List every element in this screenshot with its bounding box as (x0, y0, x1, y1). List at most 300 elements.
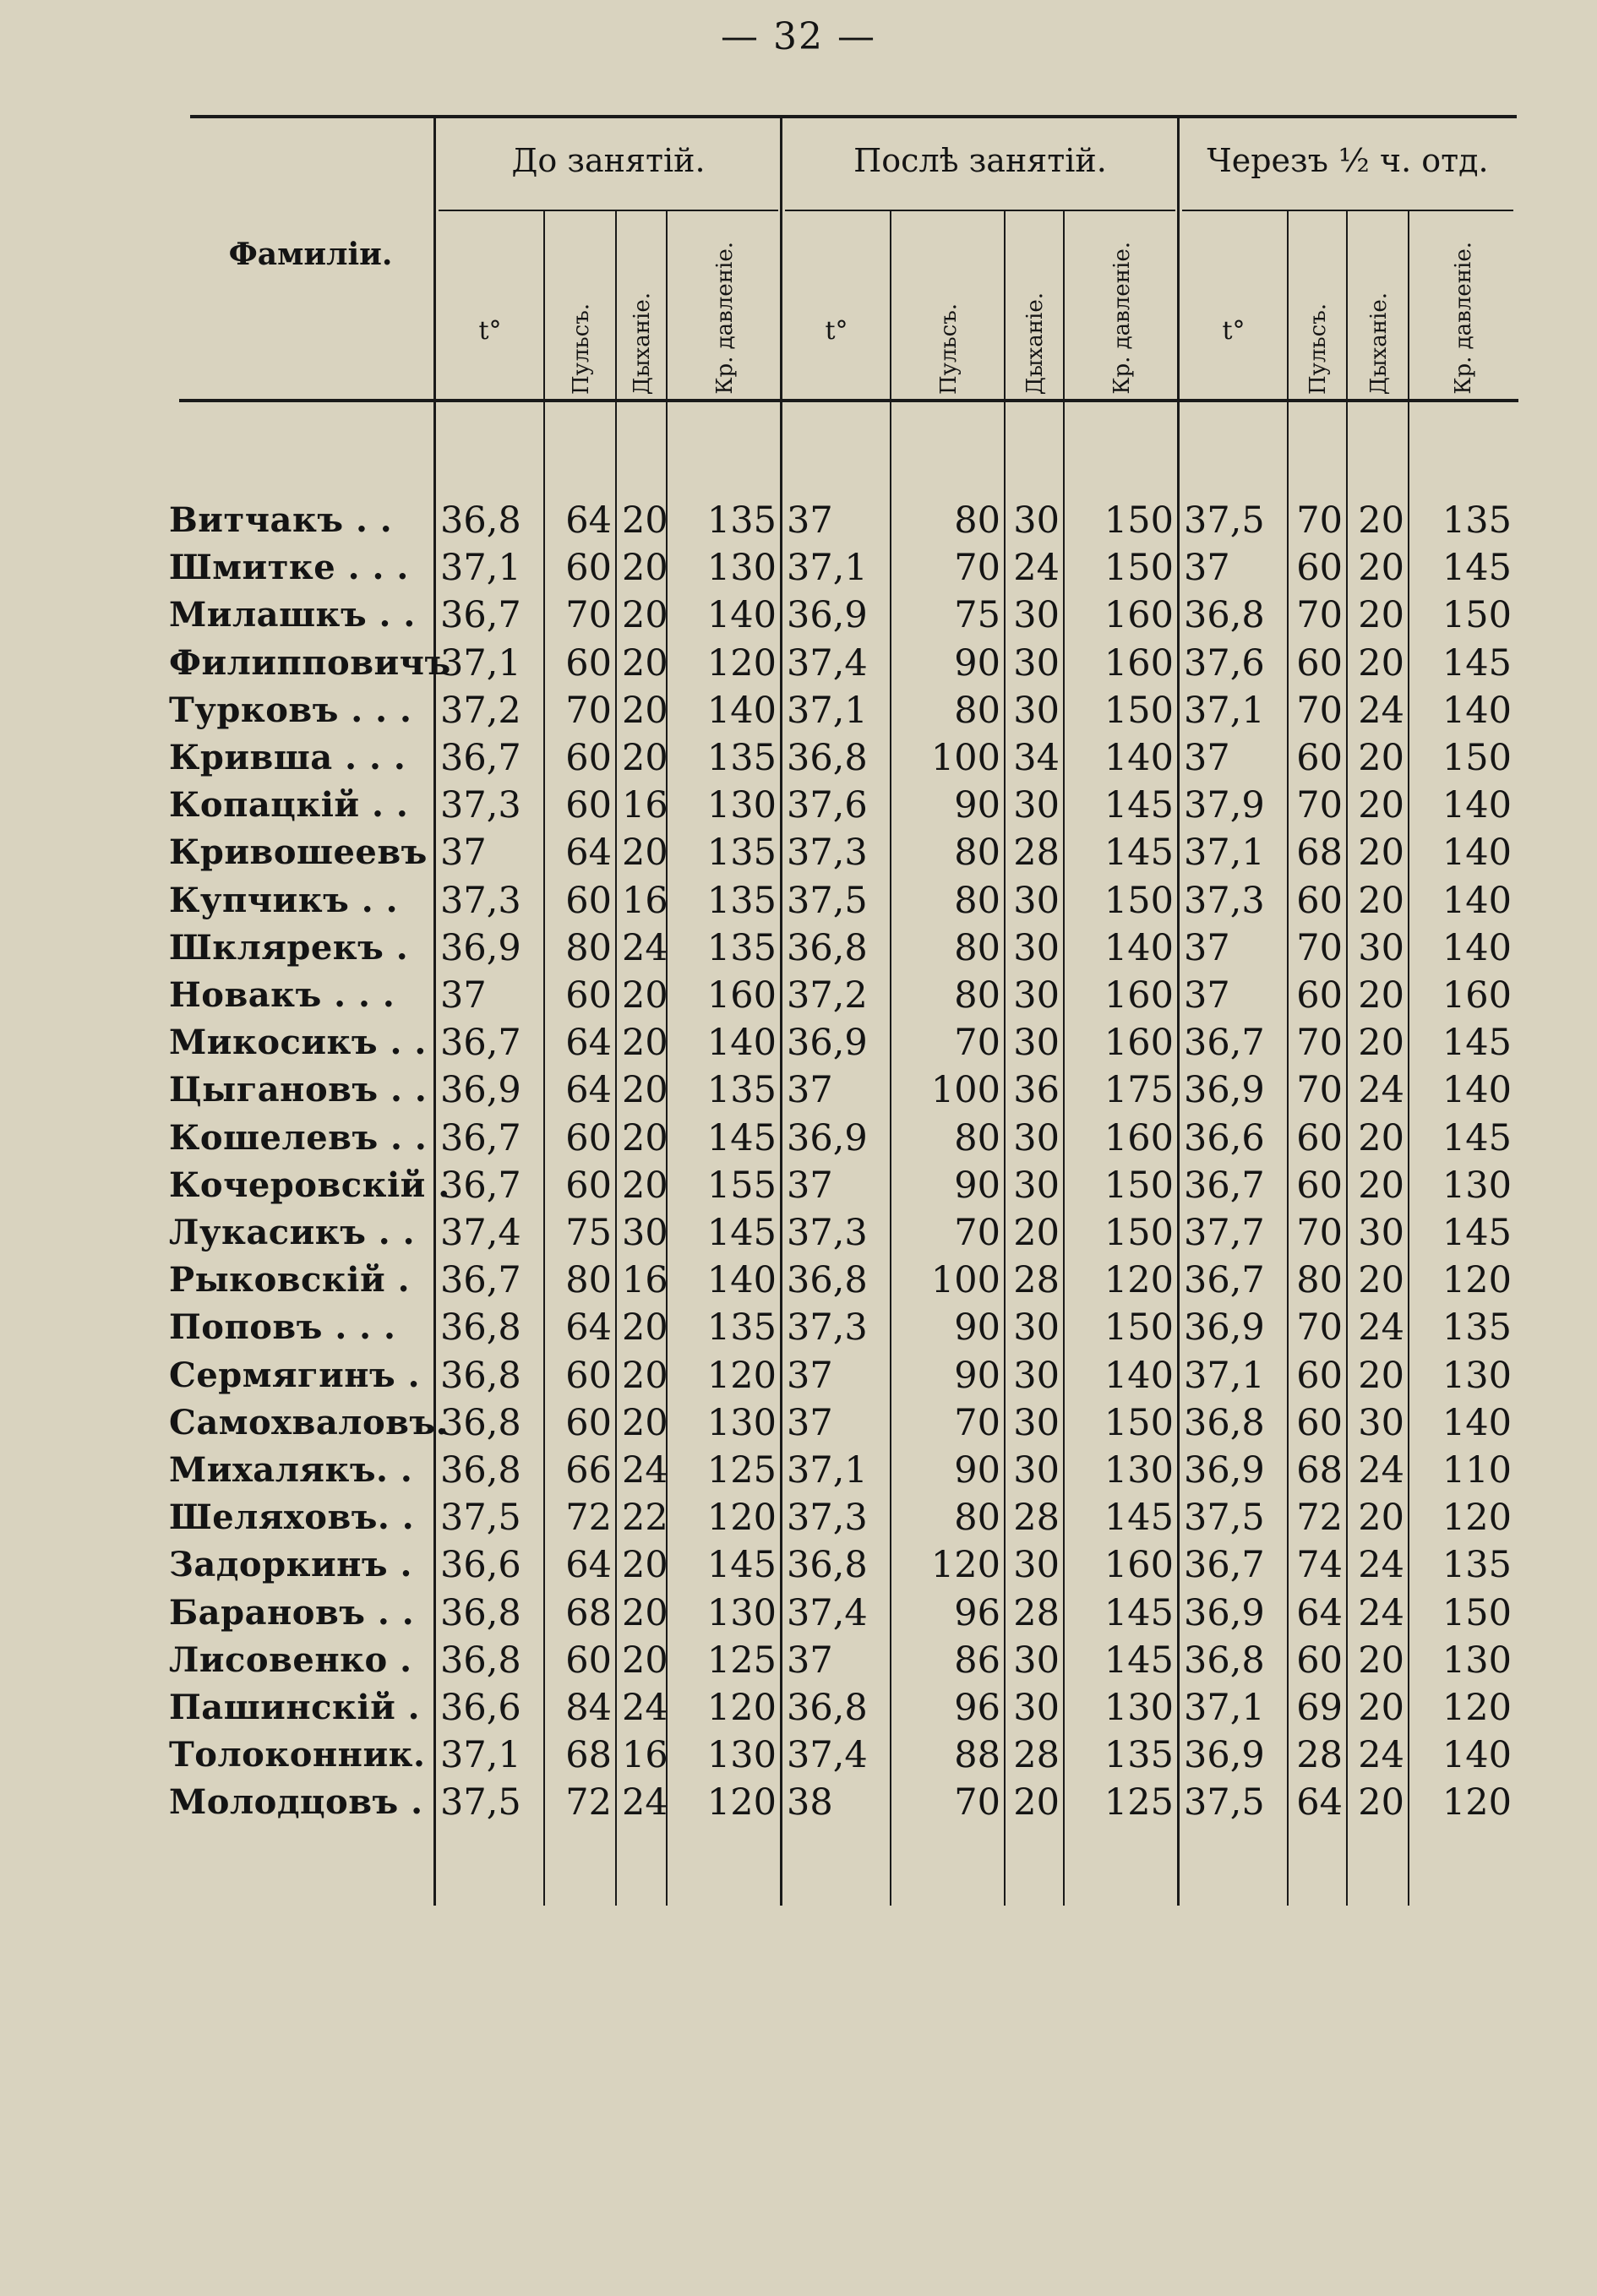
table-cell: 75 (565, 1212, 612, 1254)
table-cell: 140 (706, 1259, 777, 1301)
table-cell: 135 (706, 1306, 777, 1349)
table-cell: 20 (1358, 1259, 1404, 1301)
table-cell: 36,8 (440, 499, 521, 542)
table-cell: 135 (706, 832, 777, 874)
table-cell: 16 (622, 1734, 668, 1776)
table-cell: 140 (1442, 880, 1512, 922)
table-cell: 90 (954, 1164, 1000, 1207)
table-cell: 60 (1296, 1355, 1343, 1397)
table-cell: 20 (1358, 547, 1404, 589)
table-cell: 20 (622, 594, 668, 636)
group-header-2: Черезъ ½ ч. отд. (1207, 142, 1489, 179)
table-cell: 110 (1442, 1449, 1512, 1492)
table-cell: 60 (565, 1402, 612, 1444)
table-row (0, 1304, 1597, 1351)
table-cell: 72 (565, 1781, 612, 1824)
table-cell: 100 (930, 1069, 1000, 1111)
table-cell: 30 (1013, 1164, 1060, 1207)
table-cell: 20 (622, 547, 668, 589)
column-header-label: Пульсъ. (568, 303, 594, 395)
table-cell: 140 (1104, 1355, 1174, 1397)
table-cell: 37,3 (787, 1497, 868, 1539)
table-cell: 60 (565, 1164, 612, 1207)
table-cell: 20 (622, 499, 668, 542)
table-cell: 36,9 (440, 1069, 521, 1111)
table-cell: 140 (1442, 927, 1512, 969)
table-cell: 145 (1442, 1212, 1512, 1254)
table-cell: 37,1 (1184, 832, 1265, 874)
table-cell: 37,3 (1184, 880, 1265, 922)
table-cell: 36,9 (440, 927, 521, 969)
table-cell: 30 (1013, 1022, 1060, 1064)
table-row (0, 1399, 1597, 1447)
table-cell: 60 (1296, 974, 1343, 1017)
table-cell: 24 (1358, 1449, 1404, 1492)
table-cell: 24 (1358, 1592, 1404, 1634)
table-cell: 30 (1358, 1212, 1404, 1254)
table-cell: 20 (622, 1117, 668, 1159)
table-cell: 37,6 (1184, 642, 1265, 684)
table-cell: 145 (1104, 1497, 1174, 1539)
table-cell: 135 (706, 927, 777, 969)
table-cell: 60 (565, 1117, 612, 1159)
table-cell: 140 (1104, 737, 1174, 779)
table-cell: 20 (622, 1355, 668, 1397)
table-cell: 120 (706, 642, 777, 684)
table-cell: 28 (1013, 1259, 1060, 1301)
table-cell: 70 (1296, 690, 1343, 732)
row-name: Милашкъ . . (169, 595, 416, 635)
table-cell: 36,8 (787, 1259, 868, 1301)
column-header-label: t° (478, 316, 502, 346)
table-cell: 20 (1358, 1117, 1404, 1159)
table-row (0, 1115, 1597, 1162)
table-cell: 36,8 (440, 1402, 521, 1444)
table-cell: 70 (954, 1212, 1000, 1254)
table-cell: 130 (706, 1592, 777, 1634)
column-header-label: Пульсъ. (935, 303, 962, 395)
table-cell: 60 (565, 642, 612, 684)
column-header-4 (782, 213, 891, 395)
table-cell: 30 (1013, 499, 1060, 542)
table-cell: 36,7 (440, 1022, 521, 1064)
table-cell: 20 (622, 1069, 668, 1111)
table-cell: 20 (1358, 1687, 1404, 1729)
table-cell: 30 (1358, 1402, 1404, 1444)
table-cell: 175 (1104, 1069, 1174, 1111)
table-cell: 80 (954, 927, 1000, 969)
table-cell: 150 (1442, 594, 1512, 636)
table-cell: 60 (565, 1355, 612, 1397)
table-cell: 20 (1358, 1164, 1404, 1207)
table-cell: 145 (1104, 784, 1174, 826)
row-name: Турковъ . . . (169, 690, 412, 730)
table-cell: 36,9 (787, 1022, 868, 1064)
table-cell: 37,1 (440, 547, 521, 589)
table-cell: 80 (954, 690, 1000, 732)
table-cell: 36,9 (787, 594, 868, 636)
table-cell: 160 (1104, 642, 1174, 684)
row-name: Толоконник. (169, 1735, 426, 1775)
table-cell: 30 (1013, 1639, 1060, 1682)
table-cell: 160 (1442, 974, 1512, 1017)
table-cell: 72 (565, 1497, 612, 1539)
table-cell: 36,8 (440, 1306, 521, 1349)
table-row (0, 972, 1597, 1019)
table-cell: 36,9 (787, 1117, 868, 1159)
table-cell: 36,8 (1184, 1402, 1265, 1444)
table-cell: 70 (1296, 784, 1343, 826)
table-cell: 20 (1358, 832, 1404, 874)
table-cell: 24 (1358, 1069, 1404, 1111)
table-cell: 36,6 (440, 1544, 521, 1586)
column-header-3 (668, 213, 782, 395)
table-cell: 140 (1104, 927, 1174, 969)
column-header-10 (1348, 213, 1409, 395)
table-cell: 20 (1358, 499, 1404, 542)
table-cell: 30 (1013, 974, 1060, 1017)
table-cell: 38 (787, 1781, 833, 1824)
table-cell: 145 (706, 1117, 777, 1159)
column-header-6 (1006, 213, 1065, 395)
table-cell: 37,3 (440, 880, 521, 922)
table-cell: 16 (622, 784, 668, 826)
table-cell: 140 (1442, 784, 1512, 826)
table-cell: 80 (1296, 1259, 1343, 1301)
table-cell: 30 (1013, 690, 1060, 732)
header-bottom-rule (179, 399, 1518, 402)
table-cell: 36,7 (1184, 1259, 1265, 1301)
row-name: Сермягинъ . (169, 1355, 421, 1395)
table-cell: 37,2 (787, 974, 868, 1017)
table-row (0, 1352, 1597, 1399)
table-cell: 60 (1296, 1117, 1343, 1159)
table-cell: 24 (622, 1449, 668, 1492)
table-cell: 160 (706, 974, 777, 1017)
table-cell: 80 (954, 974, 1000, 1017)
table-cell: 37 (1184, 737, 1230, 779)
table-cell: 37,5 (1184, 499, 1265, 542)
table-cell: 75 (954, 594, 1000, 636)
table-cell: 36,8 (440, 1639, 521, 1682)
table-cell: 145 (1104, 1592, 1174, 1634)
table-cell: 20 (622, 1402, 668, 1444)
table-cell: 70 (1296, 499, 1343, 542)
table-cell: 70 (1296, 1069, 1343, 1111)
column-header-label: Кр. давленіе. (1109, 242, 1135, 395)
table-cell: 24 (622, 927, 668, 969)
row-name: Шклярекъ . (169, 928, 409, 968)
table-cell: 60 (565, 737, 612, 779)
table-cell: 150 (1104, 499, 1174, 542)
table-row (0, 734, 1597, 782)
table-cell: 37 (1184, 974, 1230, 1017)
table-cell: 60 (565, 784, 612, 826)
table-cell: 80 (954, 499, 1000, 542)
table-cell: 28 (1296, 1734, 1343, 1776)
table-cell: 36,7 (1184, 1022, 1265, 1064)
table-cell: 36,9 (1184, 1734, 1265, 1776)
table-cell: 20 (622, 690, 668, 732)
table-cell: 20 (1013, 1212, 1060, 1254)
table-cell: 37 (787, 1639, 833, 1682)
table-cell: 120 (1442, 1687, 1512, 1729)
table-cell: 37,1 (787, 690, 868, 732)
table-cell: 37,7 (1184, 1212, 1265, 1254)
table-row (0, 687, 1597, 734)
table-cell: 145 (1442, 1022, 1512, 1064)
row-name: Кривошеевъ (169, 832, 428, 872)
row-name: Задоркинъ . (169, 1545, 412, 1584)
table-cell: 125 (706, 1449, 777, 1492)
table-cell: 37,1 (1184, 1355, 1265, 1397)
table-cell: 37,3 (787, 832, 868, 874)
table-cell: 36,7 (440, 1117, 521, 1159)
table-cell: 24 (1013, 547, 1060, 589)
row-name: Пашинскій . (169, 1688, 421, 1727)
table-cell: 135 (706, 737, 777, 779)
column-header-1 (545, 213, 617, 395)
table-cell: 36,8 (1184, 594, 1265, 636)
table-cell: 68 (565, 1734, 612, 1776)
table-cell: 36,8 (440, 1449, 521, 1492)
table-cell: 140 (1442, 1069, 1512, 1111)
table-cell: 20 (1358, 1497, 1404, 1539)
table-row (0, 1637, 1597, 1684)
table-cell: 70 (1296, 1212, 1343, 1254)
table-cell: 20 (1358, 1639, 1404, 1682)
table-cell: 60 (1296, 1402, 1343, 1444)
table-cell: 60 (1296, 1639, 1343, 1682)
table-cell: 20 (1358, 737, 1404, 779)
table-cell: 20 (622, 642, 668, 684)
table-cell: 80 (954, 832, 1000, 874)
column-header-7 (1065, 213, 1179, 395)
table-cell: 70 (1296, 1022, 1343, 1064)
table-cell: 145 (706, 1544, 777, 1586)
table-cell: 30 (1013, 1306, 1060, 1349)
table-cell: 37 (440, 832, 487, 874)
table-cell: 69 (1296, 1687, 1343, 1729)
table-cell: 64 (1296, 1781, 1343, 1824)
table-cell: 37,1 (1184, 1687, 1265, 1729)
table-cell: 120 (1442, 1497, 1512, 1539)
table-cell: 60 (565, 974, 612, 1017)
table-cell: 37,5 (787, 880, 868, 922)
table-cell: 120 (1104, 1259, 1174, 1301)
table-cell: 20 (622, 1639, 668, 1682)
column-header-label: Дыханіе. (1022, 292, 1048, 395)
table-cell: 24 (1358, 690, 1404, 732)
table-cell: 68 (565, 1592, 612, 1634)
table-cell: 150 (1104, 1306, 1174, 1349)
table-cell: 70 (954, 1402, 1000, 1444)
table-cell: 36,7 (440, 1259, 521, 1301)
table-cell: 86 (954, 1639, 1000, 1682)
table-cell: 37,5 (1184, 1781, 1265, 1824)
table-cell: 100 (930, 737, 1000, 779)
table-cell: 36,8 (787, 1544, 868, 1586)
table-cell: 30 (1013, 1355, 1060, 1397)
table-cell: 120 (706, 1781, 777, 1824)
table-cell: 28 (1013, 832, 1060, 874)
table-cell: 64 (565, 1544, 612, 1586)
table-cell: 60 (565, 547, 612, 589)
table-cell: 16 (622, 1259, 668, 1301)
table-row (0, 1209, 1597, 1257)
table-row (0, 1732, 1597, 1779)
table-cell: 90 (954, 642, 1000, 684)
row-name: Кочеровскій . (169, 1165, 450, 1205)
group-rule-2 (1182, 210, 1513, 211)
table-cell: 145 (1104, 832, 1174, 874)
table-cell: 30 (1013, 1117, 1060, 1159)
table-cell: 24 (1358, 1734, 1404, 1776)
table-cell: 36,6 (1184, 1117, 1265, 1159)
table-cell: 37,5 (1184, 1497, 1265, 1539)
table-cell: 90 (954, 1355, 1000, 1397)
table-cell: 80 (954, 1117, 1000, 1159)
column-header-label: Кр. давленіе. (1450, 242, 1476, 395)
table-cell: 36,9 (1184, 1449, 1265, 1492)
table-cell: 20 (622, 832, 668, 874)
table-cell: 37,1 (440, 1734, 521, 1776)
table-cell: 37,1 (787, 1449, 868, 1492)
table-cell: 120 (706, 1355, 777, 1397)
table-cell: 20 (1358, 1022, 1404, 1064)
table-cell: 30 (1013, 927, 1060, 969)
table-cell: 30 (1013, 594, 1060, 636)
table-cell: 60 (1296, 737, 1343, 779)
table-cell: 20 (1358, 974, 1404, 1017)
table-cell: 66 (565, 1449, 612, 1492)
table-cell: 150 (1442, 737, 1512, 779)
row-name: Лисовенко . (169, 1640, 412, 1680)
table-cell: 24 (1358, 1544, 1404, 1586)
table-cell: 155 (706, 1164, 777, 1207)
table-cell: 135 (1442, 499, 1512, 542)
table-cell: 36,7 (1184, 1164, 1265, 1207)
table-cell: 30 (1013, 880, 1060, 922)
table-cell: 145 (1442, 547, 1512, 589)
table-cell: 90 (954, 1449, 1000, 1492)
table-cell: 37 (1184, 547, 1230, 589)
table-cell: 37 (1184, 927, 1230, 969)
table-cell: 150 (1442, 1592, 1512, 1634)
table-cell: 28 (1013, 1497, 1060, 1539)
row-name: Кошелевъ . . (169, 1118, 428, 1158)
table-cell: 150 (1104, 547, 1174, 589)
table-row (0, 1590, 1597, 1637)
table-row (0, 497, 1597, 544)
table-cell: 135 (706, 1069, 777, 1111)
table-cell: 64 (565, 499, 612, 542)
table-cell: 130 (706, 1734, 777, 1776)
table-cell: 30 (1013, 1687, 1060, 1729)
table-cell: 72 (1296, 1497, 1343, 1539)
table-cell: 96 (954, 1687, 1000, 1729)
row-name: Филипповичъ (169, 643, 451, 683)
table-cell: 140 (1442, 1734, 1512, 1776)
table-cell: 125 (1104, 1781, 1174, 1824)
table-cell: 60 (565, 1639, 612, 1682)
table-cell: 37 (787, 1164, 833, 1207)
table-cell: 135 (1442, 1306, 1512, 1349)
table-cell: 130 (706, 547, 777, 589)
table-cell: 150 (1104, 880, 1174, 922)
table-cell: 37,2 (440, 690, 521, 732)
table-cell: 70 (1296, 927, 1343, 969)
table-row (0, 1257, 1597, 1304)
table-cell: 37 (440, 974, 487, 1017)
table-cell: 37,5 (440, 1781, 521, 1824)
table-cell: 130 (706, 1402, 777, 1444)
table-cell: 30 (1013, 642, 1060, 684)
table-row (0, 1447, 1597, 1494)
table-row (0, 1066, 1597, 1114)
row-name: Копацкій . . (169, 785, 409, 825)
table-row (0, 1162, 1597, 1209)
table-cell: 37,9 (1184, 784, 1265, 826)
table-cell: 68 (1296, 832, 1343, 874)
table-cell: 36,8 (787, 1687, 868, 1729)
row-name: Микосикъ . . (169, 1023, 427, 1062)
table-cell: 120 (706, 1497, 777, 1539)
table-cell: 37 (787, 499, 833, 542)
table-row (0, 544, 1597, 592)
table-cell: 36,8 (440, 1592, 521, 1634)
table-cell: 70 (565, 690, 612, 732)
table-cell: 80 (954, 1497, 1000, 1539)
table-cell: 60 (1296, 1164, 1343, 1207)
table-cell: 30 (1013, 1544, 1060, 1586)
table-row (0, 877, 1597, 924)
table-row (0, 640, 1597, 687)
table-cell: 150 (1104, 1164, 1174, 1207)
table-cell: 70 (1296, 594, 1343, 636)
table-cell: 28 (1013, 1592, 1060, 1634)
column-header-2 (617, 213, 668, 395)
row-name: Витчакъ . . (169, 500, 393, 540)
table-cell: 88 (954, 1734, 1000, 1776)
column-header-label: Дыханіе. (1365, 292, 1392, 395)
table-cell: 140 (706, 1022, 777, 1064)
table-row (0, 1019, 1597, 1066)
table-cell: 20 (1358, 1781, 1404, 1824)
table-cell: 64 (565, 832, 612, 874)
table-cell: 140 (1442, 690, 1512, 732)
page-number: — 32 — (721, 15, 876, 58)
column-header-label: Пульсъ. (1305, 303, 1331, 395)
table-cell: 36,8 (1184, 1639, 1265, 1682)
table-cell: 37,4 (440, 1212, 521, 1254)
column-header-8 (1179, 213, 1289, 395)
row-name: Новакъ . . . (169, 975, 395, 1015)
table-cell: 20 (622, 974, 668, 1017)
group-header-1: Послѣ занятій. (853, 142, 1107, 179)
table-cell: 36,9 (1184, 1306, 1265, 1349)
table-cell: 130 (1442, 1355, 1512, 1397)
table-cell: 64 (1296, 1592, 1343, 1634)
table-cell: 36,8 (787, 737, 868, 779)
table-cell: 60 (565, 880, 612, 922)
table-row (0, 1684, 1597, 1732)
column-header-label: t° (825, 316, 848, 346)
table-cell: 37,1 (787, 547, 868, 589)
row-name: Поповъ . . . (169, 1307, 396, 1347)
table-cell: 36,7 (440, 594, 521, 636)
table-cell: 74 (1296, 1544, 1343, 1586)
